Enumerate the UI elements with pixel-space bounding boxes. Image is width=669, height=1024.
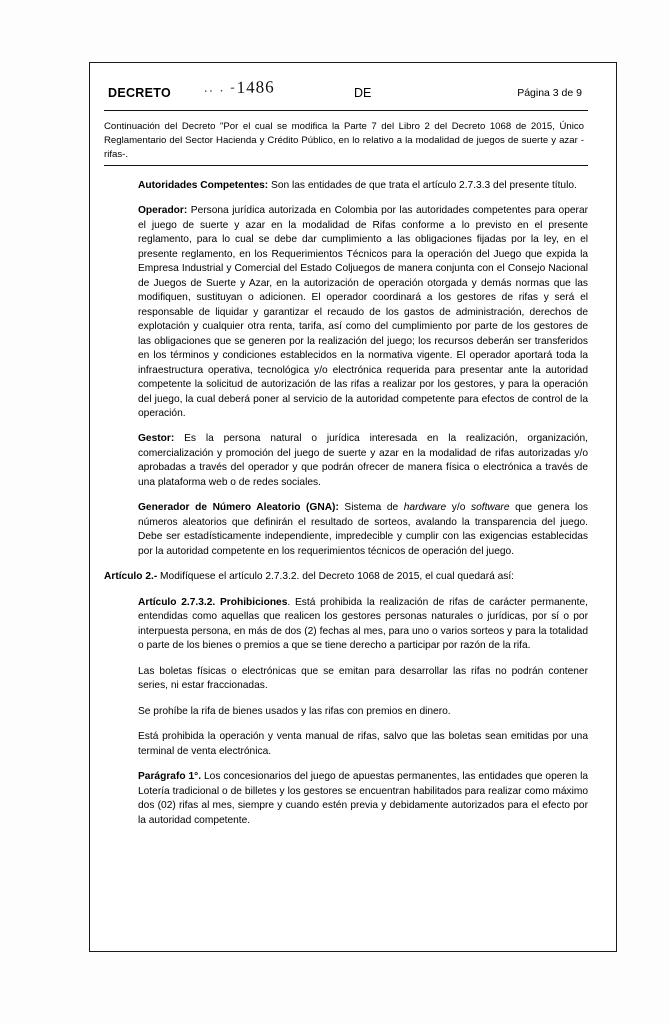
paragraph-boletas: Las boletas físicas o electrónicas que se emitan para desarrollar las rifas no podrán contener series, ni estar fraccionadas. [138, 665, 588, 692]
paragraph-paragrafo-1 [138, 770, 588, 828]
label-articulo-2732-prohibiciones: Artículo 2.7.3.2. Prohibiciones [138, 596, 288, 608]
subtitle-divider [104, 165, 588, 166]
paragraph-gna [138, 501, 588, 559]
text-paragrafo-1: Los concesionarios del juego de apuestas permanentes, las entidades que operen la Lotería tradicional o de billetes y los gestores se encuentran habilitados para realizar como máximo dos (02) rifas al mes, siempre y cuando estén previa y debidamente autorizados para el efecto por la autoridad competente. [138, 771, 588, 826]
header-number-prefix: .. . - [203, 79, 237, 95]
paragraph-articulo-2 [104, 570, 588, 584]
paragraph-bienes-usados: Se prohíbe la rifa de bienes usados y las rifas con premios en dinero. [138, 705, 451, 717]
term-operador: Operador: [138, 205, 188, 217]
text-gna-italic-software: software [470, 502, 510, 514]
text-gestor: Es la persona natural o jurídica interesada en la realización, organización, comercialización y promoción del juego de suerte y azar en la modalidad de rifas autorizadas y/o aprobadas a través del operador y que podrán ofrecer de manera física o electrónica a través de una plataforma web o de redes sociales. [138, 433, 588, 488]
text-gna-2: y/o [446, 502, 471, 514]
text-gna-italic-hardware: hardware [403, 502, 447, 514]
text-autoridades-competentes: Son las entidades de que trata el artículo 2.7.3.3 del presente título. [268, 179, 577, 191]
term-autoridades-competentes: Autoridades Competentes: [138, 179, 269, 191]
header-de-label: DE [354, 86, 372, 100]
paragraph-gestor [138, 432, 588, 490]
text-gna-3: que genera los números aleatorios que definirán el resultado de sorteos, avalando la transparencia del juego. Debe ser estadísticamente independiente, impredecible y cumplir con las exigencias establecidas por la autoridad competente en los requerimientos técnicos de operación del juego. [138, 502, 588, 557]
document-header [104, 78, 588, 112]
header-divider [104, 110, 588, 111]
header-page-label: Página 3 de 9 [517, 87, 582, 99]
term-gestor: Gestor: [138, 433, 175, 445]
paragraph-autoridades-competentes [138, 179, 588, 193]
paragraph-prohibiciones [138, 596, 588, 654]
text-articulo-2: Modifíquese el artículo 2.7.3.2. del Decreto 1068 de 2015, el cual quedará así: [157, 571, 515, 583]
header-decreto-label: DECRETO [108, 86, 171, 100]
text-prohibiciones: . Está prohibida la realización de rifas de carácter permanente, entendidas como aquellas que realicen los gestores personas naturales o jurídicas, por sí o por interpuesta persona, en más de dos (2) fechas al mes, para uno o varios sorteos y para la totalidad o parte de los bienes o premios a que se tiene derecho a participar por razón de la rifa. [138, 596, 588, 652]
header-number-value: 1486 [236, 77, 275, 98]
paragraph-venta-manual: Está prohibida la operación y venta manual de rifas, salvo que las boletas sean emitidas por una terminal de venta electrónica. [138, 731, 588, 757]
label-paragrafo-1: Parágrafo 1°. [138, 771, 202, 783]
document-subtitle: Continuación del Decreto "Por el cual se modifica la Parte 7 del Libro 2 del Decreto 1068 de 2015, Único Reglamentario del Sector Hacienda y Crédito Público, en lo relativo a la modalidad de juegos de suerte y azar -rifas-. [104, 121, 584, 160]
header-decree-number [204, 77, 275, 98]
label-articulo-2: Artículo 2.- [104, 571, 158, 583]
paragraph-operador [138, 204, 588, 421]
document-body [104, 179, 588, 828]
page-content [104, 78, 604, 839]
text-gna-1: Sistema de [338, 502, 404, 514]
text-operador: Persona jurídica autorizada en Colombia por las autoridades competentes para operar el juego de suerte y azar en la modalidad de Rifas conforme a lo previsto en el presente reglamento, para lo cual se debe dar cumplimiento a las obligaciones fijadas por la ley, en el presente reglamento, en los Requerimientos Técnicos para la operación del Juego que expida la Empresa Industrial y Comercial del Estado Coljuegos de manera conjunta con el Consejo Nacional de Juegos de Suerte y Azar, en la autorización de operación otorgada y demás normas que las modifiquen, sustituyan o adicionen. El operador coordinará a los gestores de rifas y será el responsable de liquidar y garantizar el recaudo de los gastos de administración, derechos de explotación y cualquier otra renta, tarifa, así como del cumplimiento por parte de los gestores de las obligaciones que se generen por la realización del juego; los recursos deberán ser transferidos en los términos y condiciones establecidos en la normativa vigente. El operador aportará toda la infraestructura operativa, tecnológica y/o electrónica requerida para presentar ante la autoridad competente la solicitud de autorización de las rifas a realizar por los gestores, y para la operación del juego, la cual deberá poner al servicio de la autoridad competente para efectos de control de la operación. [138, 205, 588, 419]
term-gna: Generador de Número Aleatorio (GNA): [138, 502, 339, 514]
